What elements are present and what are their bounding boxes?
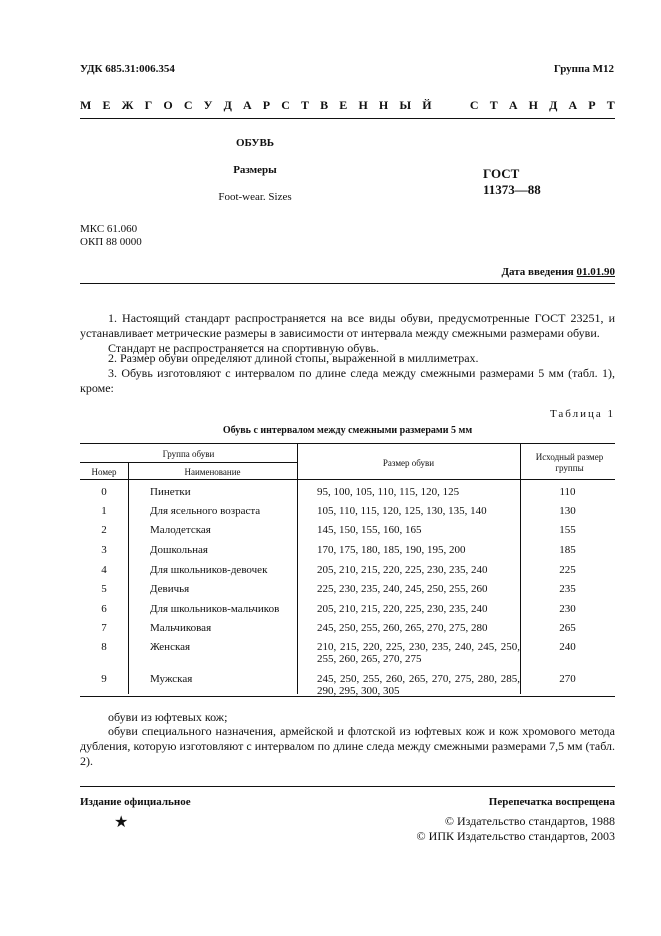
document-title: ОБУВЬ — [235, 137, 275, 149]
row-name: Для ясельного возраста — [150, 505, 261, 517]
paragraph-2: 2. Размер обуви определяют длиной стопы, выраженной в миллиметрах. — [108, 351, 479, 365]
header-size: Размер обуви — [382, 458, 435, 468]
row-name: Малодетская — [150, 524, 211, 536]
row-sizes: 205, 210, 215, 220, 225, 230, 235, 240 — [317, 564, 488, 576]
header-number: Номер — [91, 467, 117, 477]
table-group-rule — [80, 462, 297, 463]
row-number: 7 — [101, 622, 107, 634]
row-base: 240 — [559, 641, 576, 653]
gost-number — [483, 166, 541, 198]
heading-letter: Т — [489, 98, 498, 112]
row-name: Мужская — [150, 673, 193, 685]
row-sizes: 95, 100, 105, 110, 115, 120, 125 — [317, 486, 460, 498]
udk-code: УДК 685.31:006.354 — [80, 63, 175, 75]
header-name: Наименование — [184, 467, 241, 477]
row-base: 225 — [559, 564, 576, 576]
heading-letter: Н — [378, 98, 389, 112]
heading-letter: Д — [549, 98, 558, 112]
row-name: Женская — [150, 641, 191, 653]
row-base: 185 — [559, 544, 576, 556]
row-sizes: 205, 210, 215, 220, 225, 230, 235, 240 — [317, 603, 488, 615]
heading-letter: Й — [422, 98, 432, 112]
heading-letter: С — [281, 98, 290, 112]
row-number: 8 — [101, 641, 107, 653]
paragraph-3: 3. Обувь изготовляют с интервалом по длине следа между смежными размерами 5 мм (табл. 1), кроме: — [80, 366, 615, 395]
okp-code: ОКП 88 0000 — [80, 236, 142, 248]
heading-letter: Д — [223, 98, 232, 112]
row-number: 4 — [101, 564, 107, 576]
heading-gap — [443, 98, 459, 113]
mks-code: МКС 61.060 — [80, 223, 138, 235]
row-base: 265 — [559, 622, 576, 634]
paragraph-1: 1. Настоящий стандарт распространяется на все виды обуви, предусмотренные ГОСТ 23251, и устанавливает метрические размеры в зависимости от интервала между смежными размерами обуви. — [80, 311, 615, 340]
heading-letter: У — [203, 98, 213, 112]
row-sizes: 245, 250, 255, 260, 265, 270, 275, 280, 285, 290, 295, 300, 305 — [317, 673, 520, 697]
heading-letter: Р — [262, 98, 271, 112]
star-icon: ★ — [114, 814, 129, 831]
heading-letter: Г — [144, 98, 153, 112]
heading-letter: М — [80, 98, 92, 112]
row-sizes: 210, 215, 220, 225, 230, 235, 240, 245, 250, 255, 260, 265, 270, 275 — [317, 641, 520, 665]
table-col-divider — [128, 462, 129, 694]
copyright-block — [417, 814, 615, 844]
heading-letter: Н — [528, 98, 538, 112]
heading-letter: Н — [358, 98, 368, 112]
table-top-rule — [80, 443, 615, 444]
official-edition: Издание официальное — [80, 796, 191, 808]
row-name: Девичья — [150, 583, 190, 595]
header-base-size: Исходный размер группы — [535, 452, 604, 473]
paragraph-exception-1: обуви из юфтевых кож; — [108, 710, 228, 724]
effective-date — [501, 266, 615, 278]
row-number: 9 — [101, 673, 107, 685]
interstate-standard-heading — [80, 98, 615, 113]
heading-letter: О — [163, 98, 173, 112]
reprint-notice: Перепечатка воспрещена — [488, 796, 615, 808]
row-number: 3 — [101, 544, 107, 556]
row-number: 1 — [101, 505, 107, 517]
table-header-rule — [80, 479, 615, 480]
english-title: Foot-wear. Sizes — [218, 191, 292, 203]
row-base: 155 — [559, 524, 576, 536]
row-number: 2 — [101, 524, 107, 536]
gost-label: ГОСТ — [483, 166, 520, 181]
heading-letter: Т — [606, 98, 615, 112]
table-caption: Обувь с интервалом между смежными размерами 5 мм — [222, 425, 473, 436]
row-number: 0 — [101, 486, 107, 498]
row-name: Дошкольная — [150, 544, 208, 556]
row-name: Мальчиковая — [150, 622, 212, 634]
document-subtitle: Размеры — [233, 164, 277, 176]
heading-letter: В — [320, 98, 329, 112]
table-bottom-rule — [80, 696, 615, 697]
row-sizes: 225, 230, 235, 240, 245, 250, 255, 260 — [317, 583, 488, 595]
group-code: Группа М12 — [553, 63, 614, 75]
date-rule — [80, 283, 615, 284]
footer-rule — [80, 786, 615, 787]
heading-letter: Ж — [121, 98, 134, 112]
row-base: 270 — [559, 673, 576, 685]
copyright-2003: © ИПК Издательство стандартов, 2003 — [416, 829, 615, 843]
row-base: 130 — [559, 505, 576, 517]
row-name: Для школьников-мальчиков — [150, 603, 280, 615]
row-base: 235 — [559, 583, 576, 595]
heading-letter: С — [183, 98, 193, 112]
row-sizes: 105, 110, 115, 120, 125, 130, 135, 140 — [317, 505, 487, 517]
copyright-1988: © Издательство стандартов, 1988 — [444, 814, 615, 828]
paragraph-1-note: Стандарт не распространяется на спортивную обувь. — [108, 341, 380, 355]
effective-date-label: Дата введения — [501, 266, 574, 278]
heading-letter: А — [508, 98, 518, 112]
row-sizes: 145, 150, 155, 160, 165 — [317, 524, 422, 536]
heading-letter: Р — [588, 98, 596, 112]
row-number: 5 — [101, 583, 107, 595]
row-sizes: 245, 250, 255, 260, 265, 270, 275, 280 — [317, 622, 488, 634]
paragraph-exception-2: обуви специального назначения, армейской и флотской из юфтевых кож и кож хромового метода дубления, которую изготовляют с интервалом по длине следа между смежными размерами 7,5 мм (табл. 2). — [80, 724, 615, 768]
heading-letter: А — [242, 98, 252, 112]
classification-codes — [80, 223, 142, 249]
heading-letter: Т — [301, 98, 310, 112]
row-base: 230 — [559, 603, 576, 615]
effective-date-value: 01.01.90 — [576, 266, 615, 278]
heading-letter: А — [568, 98, 578, 112]
gost-code: 11373—88 — [483, 182, 541, 197]
table-label: Таблица 1 — [549, 408, 615, 420]
heading-letter: Ы — [399, 98, 412, 112]
header-group: Группа обуви — [162, 449, 215, 459]
row-name: Пинетки — [150, 486, 191, 498]
heading-letter: Е — [102, 98, 111, 112]
heading-letter: С — [469, 98, 479, 112]
heading-letter: Е — [339, 98, 348, 112]
row-base: 110 — [559, 486, 576, 498]
row-sizes: 170, 175, 180, 185, 190, 195, 200 — [317, 544, 466, 556]
table-col-divider — [297, 443, 298, 694]
row-number: 6 — [101, 603, 107, 615]
row-name: Для школьников-девочек — [150, 564, 268, 576]
header-rule — [80, 118, 615, 119]
